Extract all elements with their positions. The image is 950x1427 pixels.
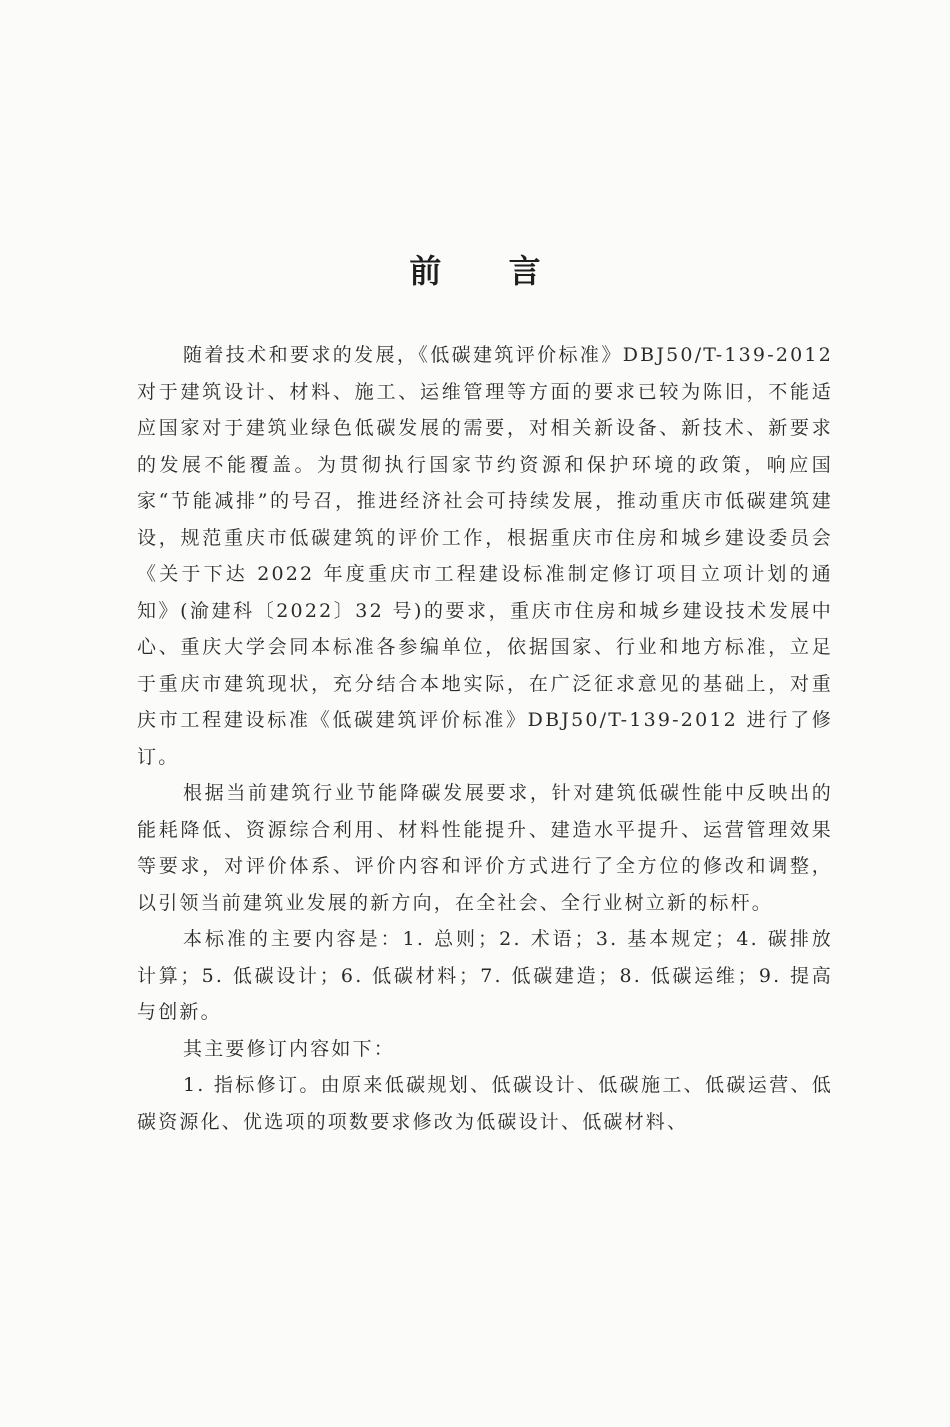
page-title: 前 言 (409, 252, 569, 290)
paragraph-main-contents: 本标准的主要内容是：1. 总则；2. 术语；3. 基本规定；4. 碳排放计算；5. 低碳设计；6. 低碳材料；7. 低碳建造；8. 低碳运维；9. 提高与创新。 (137, 928, 833, 1023)
paragraph-revision-intro: 其主要修订内容如下： (183, 1037, 396, 1060)
paragraph-revision-goals: 根据当前建筑行业节能降碳发展要求，针对建筑低碳性能中反映出的能耗降低、资源综合利用、材料性能提升、建造水平提升、运营管理效果等要求，对评价体系、评价内容和评价方式进行了全方位的修改和调整，以引领当前建筑业发展的新方向，在全社会、全行业树立新的标杆。 (137, 782, 833, 914)
paragraph-revision-background: 随着技术和要求的发展，《低碳建筑评价标准》DBJ50/T-139-2012 对于建筑设计、材料、施工、运维管理等方面的要求已较为陈旧，不能适应国家对于建筑业绿色低碳发展的需要，对相关新设备、新技术、新要求的发展不能覆盖。为贯彻执行国家节约资源和保护环境的政策，响应国家“节能减排”的号召，推进经济社会可持续发展，推动重庆市低碳建筑建设，规范重庆市低碳建筑的评价工作，根据重庆市住房和城乡建设委员会《关于下达 2022 年度重庆市工程建设标准制定修订项目立项计划的通知》(渝建科〔2022〕32 号)的要求，重庆市住房和城乡建设技术发展中心、重庆大学会同本标准各参编单位，依据国家、行业和地方标准，立足于重庆市建筑现状，充分结合本地实际，在广泛征求意见的基础上，对重庆市工程建设标准《低碳建筑评价标准》DBJ50/T-139-2012 进行了修订。 (137, 344, 833, 768)
preface-body (137, 337, 833, 1140)
paragraph-revision-item-1: 1. 指标修订。由原来低碳规划、低碳设计、低碳施工、低碳运营、低碳资源化、优选项的项数要求修改为低碳设计、低碳材料、 (137, 1074, 833, 1133)
